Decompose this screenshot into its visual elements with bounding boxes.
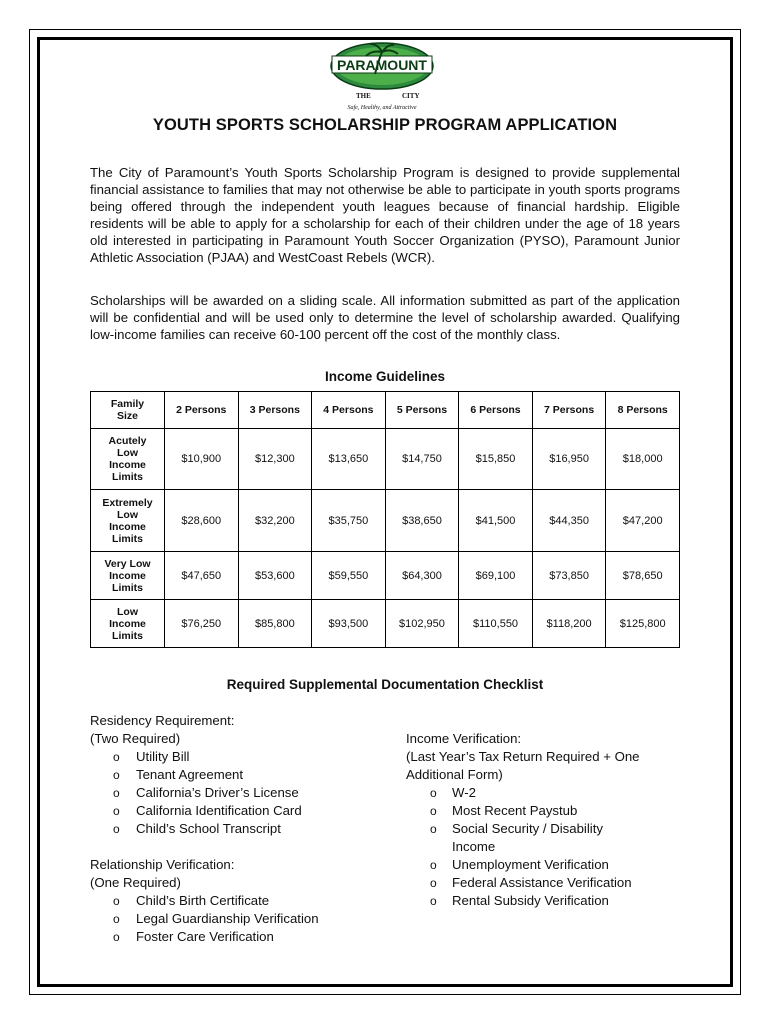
list-item: o Federal Assistance Verification xyxy=(406,874,696,892)
list-item: o Child’s School Transcript xyxy=(90,820,390,838)
income-list xyxy=(406,784,696,910)
header-cell: 4 Persons xyxy=(312,392,386,429)
logo-sub-left: THE xyxy=(356,92,371,100)
table-cell: $110,550 xyxy=(459,600,533,648)
list-item: o Most Recent Paystub xyxy=(406,802,696,820)
residency-list xyxy=(90,748,390,838)
table-row xyxy=(91,429,680,490)
income-table-title: Income Guidelines xyxy=(324,369,446,384)
relationship-heading: Relationship Verification: xyxy=(90,857,235,872)
table-cell: $64,300 xyxy=(385,552,459,600)
list-item: o Rental Subsidy Verification xyxy=(406,892,696,910)
table-cell: $93,500 xyxy=(312,600,386,648)
row-label: Extremely Low Income Limits xyxy=(91,490,165,552)
table-cell: $32,200 xyxy=(238,490,312,552)
table-cell: $28,600 xyxy=(165,490,239,552)
residency-heading: Residency Requirement: xyxy=(90,713,235,728)
header-cell: 6 Persons xyxy=(459,392,533,429)
list-item: o Foster Care Verification xyxy=(90,928,390,946)
table-cell: $18,000 xyxy=(606,429,680,490)
scholarship-paragraph: Scholarships will be awarded on a sliding scale. All information submitted as part of the application will be confidential and will be used only to determine the level of scholarship awarded. Qualifying low-income families can receive 60-100 percent off the cost of the monthly class. xyxy=(90,293,680,342)
table-cell: $69,100 xyxy=(459,552,533,600)
header-cell: 7 Persons xyxy=(532,392,606,429)
table-cell: $73,850 xyxy=(532,552,606,600)
table-cell: $16,950 xyxy=(532,429,606,490)
table-row xyxy=(91,552,680,600)
income-verification-note-cont: Additional Form) xyxy=(406,767,503,782)
table-cell: $35,750 xyxy=(312,490,386,552)
table-cell: $102,950 xyxy=(385,600,459,648)
table-cell: $78,650 xyxy=(606,552,680,600)
income-verification-heading: Income Verification: xyxy=(406,731,522,746)
table-cell: $53,600 xyxy=(238,552,312,600)
table-cell: $15,850 xyxy=(459,429,533,490)
list-item: o Legal Guardianship Verification xyxy=(90,910,390,928)
header-cell: 2 Persons xyxy=(165,392,239,429)
checklist-title: Required Supplemental Documentation Checklist xyxy=(226,677,544,692)
table-cell: $13,650 xyxy=(312,429,386,490)
header-cell: 8 Persons xyxy=(606,392,680,429)
table-cell: $118,200 xyxy=(532,600,606,648)
list-item: o W-2 xyxy=(406,784,696,802)
table-cell: $85,800 xyxy=(238,600,312,648)
row-label: Acutely Low Income Limits xyxy=(91,429,165,490)
list-item: o Tenant Agreement xyxy=(90,766,390,784)
relationship-note: (One Required) xyxy=(90,875,181,890)
header-family-size: Family Size xyxy=(91,392,165,429)
intro-paragraph: The City of Paramount’s Youth Sports Scholarship Program is designed to provide supplemental financial assistance to families that may not otherwise be able to participate in youth sports programs being offered through the independent youth leagues because of financial hardship. Eligible residents will be able to apply for a scholarship for each of their children under the age of 18 years old interested in participating in Paramount Youth Soccer Organization (PYSO), Paramount Junior Athletic Association (PJAA) and WestCoast Rebels (WCR). xyxy=(90,165,680,265)
list-item: o Unemployment Verification xyxy=(406,856,696,874)
logo-sub-right: CITY xyxy=(402,92,420,100)
table-cell: $47,650 xyxy=(165,552,239,600)
list-item: o California Identification Card xyxy=(90,802,390,820)
logo-wordmark: PARAMOUNT xyxy=(337,57,427,73)
header-cell: 5 Persons xyxy=(385,392,459,429)
table-cell: $41,500 xyxy=(459,490,533,552)
page-title: YOUTH SPORTS SCHOLARSHIP PROGRAM APPLICATION xyxy=(152,116,618,134)
table-cell: $76,250 xyxy=(165,600,239,648)
list-item: o Social Security / Disability Income xyxy=(406,820,642,856)
income-guidelines-table xyxy=(90,391,680,648)
city-logo xyxy=(320,40,444,112)
table-cell: $10,900 xyxy=(165,429,239,490)
table-cell: $12,300 xyxy=(238,429,312,490)
residency-note: (Two Required) xyxy=(90,731,181,746)
list-item: o Utility Bill xyxy=(90,748,390,766)
table-row xyxy=(91,600,680,648)
logo-tagline: Safe, Healthy, and Attractive xyxy=(347,105,417,111)
checklist-left-column xyxy=(90,712,390,946)
row-label: Low Income Limits xyxy=(91,600,165,648)
table-cell: $125,800 xyxy=(606,600,680,648)
row-label: Very Low Income Limits xyxy=(91,552,165,600)
header-cell: 3 Persons xyxy=(238,392,312,429)
table-cell: $44,350 xyxy=(532,490,606,552)
table-cell: $14,750 xyxy=(385,429,459,490)
table-row xyxy=(91,490,680,552)
list-item: o California’s Driver’s License xyxy=(90,784,390,802)
income-verification-note: (Last Year’s Tax Return Required + One xyxy=(406,749,640,764)
relationship-list xyxy=(90,892,390,946)
list-item: o Child’s Birth Certificate xyxy=(90,892,390,910)
table-header-row xyxy=(91,392,680,429)
checklist-right-column xyxy=(406,730,696,910)
table-cell: $47,200 xyxy=(606,490,680,552)
table-cell: $59,550 xyxy=(312,552,386,600)
table-cell: $38,650 xyxy=(385,490,459,552)
